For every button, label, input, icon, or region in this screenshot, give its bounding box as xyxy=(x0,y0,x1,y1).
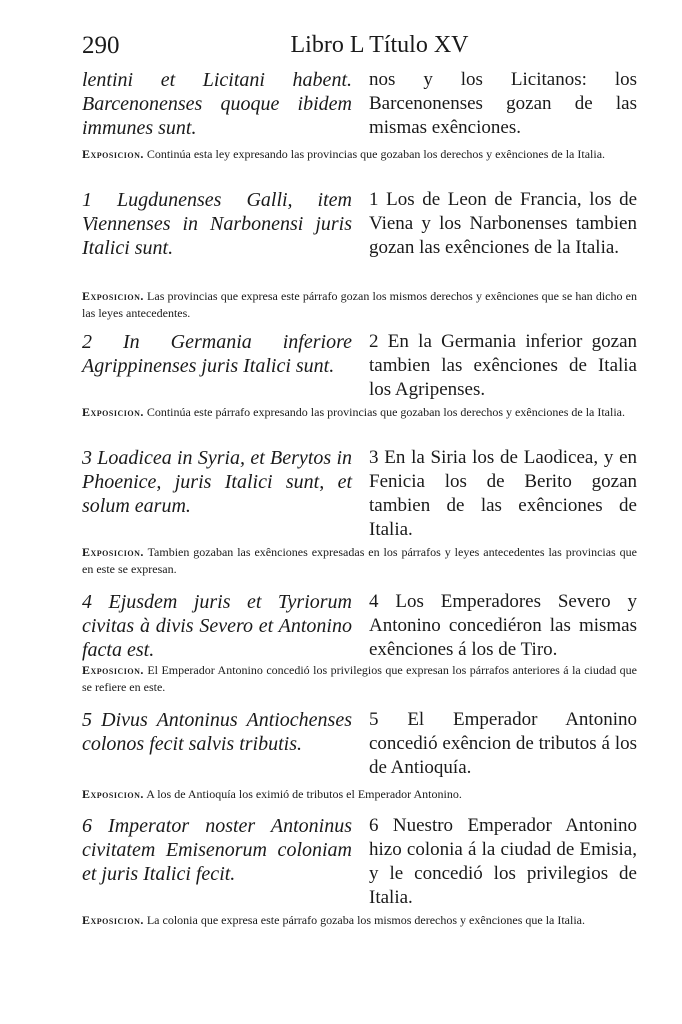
exposicion-text: El Emperador Antonino concedió los privilegios que expresan los párrafos anteriores á la ciudad que se refiere en este. xyxy=(82,663,637,694)
latin-text: 4 Ejusdem juris et Tyriorum civitas à divis Severo et Antonino facta est. xyxy=(82,591,352,661)
spanish-text: 6 Nuestro Emperador Antonino hizo colonia á la ciudad de Emisia, y le concedió los privilegios de Italia. xyxy=(369,815,637,908)
exposicion-label: Exposicion. xyxy=(82,913,144,927)
parallel-text-block xyxy=(82,188,637,284)
exposicion-text: Las provincias que expresa este párrafo gozan los mismos derechos y exênciones que se han dicho en las leyes antecedentes. xyxy=(82,289,638,320)
spanish-text: 1 Los de Leon de Francia, los de Viena y los Narbonenses tambien gozan las exênciones de la Italia. xyxy=(369,189,637,258)
running-title: Libro L Título XV xyxy=(290,32,469,58)
exposicion-note xyxy=(82,912,637,929)
exposicion-note xyxy=(82,662,637,696)
parallel-text-block xyxy=(82,330,637,402)
exposicion-label: Exposicion. xyxy=(82,289,144,303)
exposicion-label: Exposicion. xyxy=(82,545,144,559)
parallel-text-block xyxy=(82,708,637,780)
page-number: 290 xyxy=(82,32,120,59)
parallel-text-block xyxy=(82,68,637,140)
latin-text: 6 Imperator noster Antoninus civitatem Emisenorum coloniam et juris Italici fecit. xyxy=(82,815,352,885)
spanish-text: 2 En la Germania inferior gozan tambien las exênciones de Italia los Agripenses. xyxy=(369,331,637,400)
spanish-text: nos y los Licitanos: los Barcenonenses gozan de las mismas exênciones. xyxy=(369,69,637,138)
parallel-text-block xyxy=(82,446,637,542)
exposicion-note xyxy=(82,544,637,578)
exposicion-text: Continúa esta ley expresando las provincias que gozaban los derechos y exênciones de la Italia. xyxy=(146,147,606,161)
exposicion-note xyxy=(82,288,637,322)
exposicion-text: Tambien gozaban las exênciones expresadas en los párrafos y leyes antecedentes las provincias que en este se expresan. xyxy=(82,545,637,576)
latin-text: 3 Loadicea in Syria, et Berytos in Phoenice, juris Italici sunt, et solum earum. xyxy=(82,447,352,517)
exposicion-text: La colonia que expresa este párrafo gozaba los mismos derechos y exênciones que la Italia. xyxy=(146,913,586,927)
exposicion-text: Continúa este párrafo expresando las provincias que gozaban los derechos y exênciones de la Italia. xyxy=(146,405,625,419)
exposicion-label: Exposicion. xyxy=(82,147,144,161)
latin-text: 5 Divus Antoninus Antiochenses colonos fecit salvis tributis. xyxy=(82,709,352,755)
exposicion-note xyxy=(82,786,637,803)
latin-text: lentini et Licitani habent. Barcenonenses quoque ibidem immunes sunt. xyxy=(82,69,352,139)
spanish-text: 4 Los Emperadores Severo y Antonino concediéron las mismas exênciones á los de Tiro. xyxy=(369,591,637,660)
exposicion-note xyxy=(82,404,637,421)
latin-text: 1 Lugdunenses Galli, item Viennenses in Narbonensi juris Italici sunt. xyxy=(82,189,352,259)
exposicion-label: Exposicion. xyxy=(82,405,144,419)
parallel-text-block xyxy=(82,590,637,662)
exposicion-label: Exposicion. xyxy=(82,663,144,677)
parallel-text-block xyxy=(82,814,637,910)
exposicion-note xyxy=(82,146,637,163)
page-header xyxy=(82,30,637,66)
exposicion-label: Exposicion. xyxy=(82,787,144,801)
exposicion-text: A los de Antioquía los eximió de tributos el Emperador Antonino. xyxy=(146,787,462,801)
latin-text: 2 In Germania inferiore Agrippinenses juris Italici sunt. xyxy=(82,331,352,377)
spanish-text: 3 En la Siria los de Laodicea, y en Fenicia los de Berito gozan tambien de las exênciones de Italia. xyxy=(369,447,637,540)
spanish-text: 5 El Emperador Antonino concedió exêncion de tributos á los de Antioquía. xyxy=(369,709,637,778)
